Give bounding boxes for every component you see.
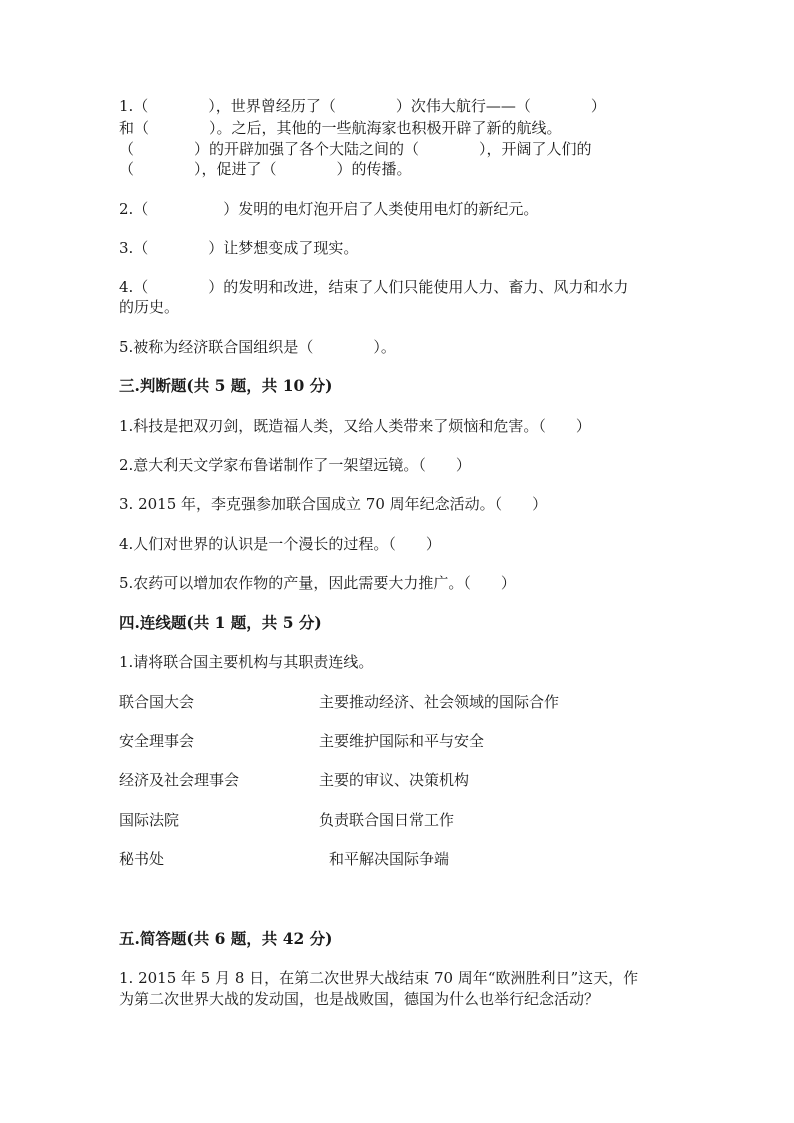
fill-q1-line1: 1.（ ），世界曾经历了（ ）次伟大航行——（ ） (119, 97, 606, 115)
matching-right-3: 主要的审议、决策机构 (319, 771, 470, 789)
matching-left-3: 经济及社会理事会 (119, 771, 240, 789)
matching-left-4: 国际法院 (119, 811, 180, 829)
matching-prompt: 1.请将联合国主要机构与其职责连线。 (119, 653, 374, 671)
matching-left-1: 联合国大会 (119, 693, 195, 711)
short-answer-q1-line1: 1. 2015 年 5 月 8 日，在第二次世界大战结束 70 周年“欧洲胜利日”这天，作 (119, 969, 639, 987)
fill-q1-line4: （ ），促进了（ ）的传播。 (119, 160, 412, 178)
matching-right-1: 主要推动经济、社会领域的国际合作 (319, 693, 560, 711)
matching-right-5: 和平解决国际争端 (329, 850, 450, 868)
matching-heading: 四.连线题(共 1 题，共 5 分) (119, 613, 322, 632)
true-false-item-3: 3. 2015 年，李克强参加联合国成立 70 周年纪念活动。（ ） (119, 495, 548, 513)
fill-q3: 3.（ ）让梦想变成了现实。 (119, 239, 359, 257)
true-false-item-2: 2.意大利天文学家布鲁诺制作了一架望远镜。（ ） (119, 456, 471, 474)
fill-q1-line3: （ ）的开辟加强了各个大陆之间的（ ），开阔了人们的 (119, 140, 592, 158)
true-false-heading: 三.判断题(共 5 题，共 10 分) (119, 376, 333, 395)
fill-q5: 5.被称为经济联合国组织是（ ）。 (119, 338, 396, 356)
true-false-item-4: 4.人们对世界的认识是一个漫长的过程。（ ） (119, 535, 441, 553)
matching-right-2: 主要维护国际和平与安全 (319, 732, 485, 750)
fill-q4-line2: 的历史。 (119, 298, 180, 316)
true-false-item-1: 1.科技是把双刃剑，既造福人类，又给人类带来了烦恼和危害。（ ） (119, 417, 591, 435)
matching-left-2: 安全理事会 (119, 732, 195, 750)
short-answer-q1-line2: 为第二次世界大战的发动国，也是战败国，德国为什么也举行纪念活动？ (119, 990, 600, 1008)
fill-q2: 2.（ ）发明的电灯泡开启了人类使用电灯的新纪元。 (119, 200, 539, 218)
fill-q1-line2: 和（ ）。之后，其他的一些航海家也积极开辟了新的航线。 (119, 119, 562, 137)
true-false-item-5: 5.农药可以增加农作物的产量，因此需要大力推广。（ ） (119, 574, 516, 592)
short-answer-heading: 五.简答题(共 6 题，共 42 分) (119, 929, 333, 948)
matching-left-5: 秘书处 (119, 850, 165, 868)
fill-q4-line1: 4.（ ）的发明和改进，结束了人们只能使用人力、畜力、风力和水力 (119, 278, 629, 296)
matching-right-4: 负责联合国日常工作 (319, 811, 455, 829)
